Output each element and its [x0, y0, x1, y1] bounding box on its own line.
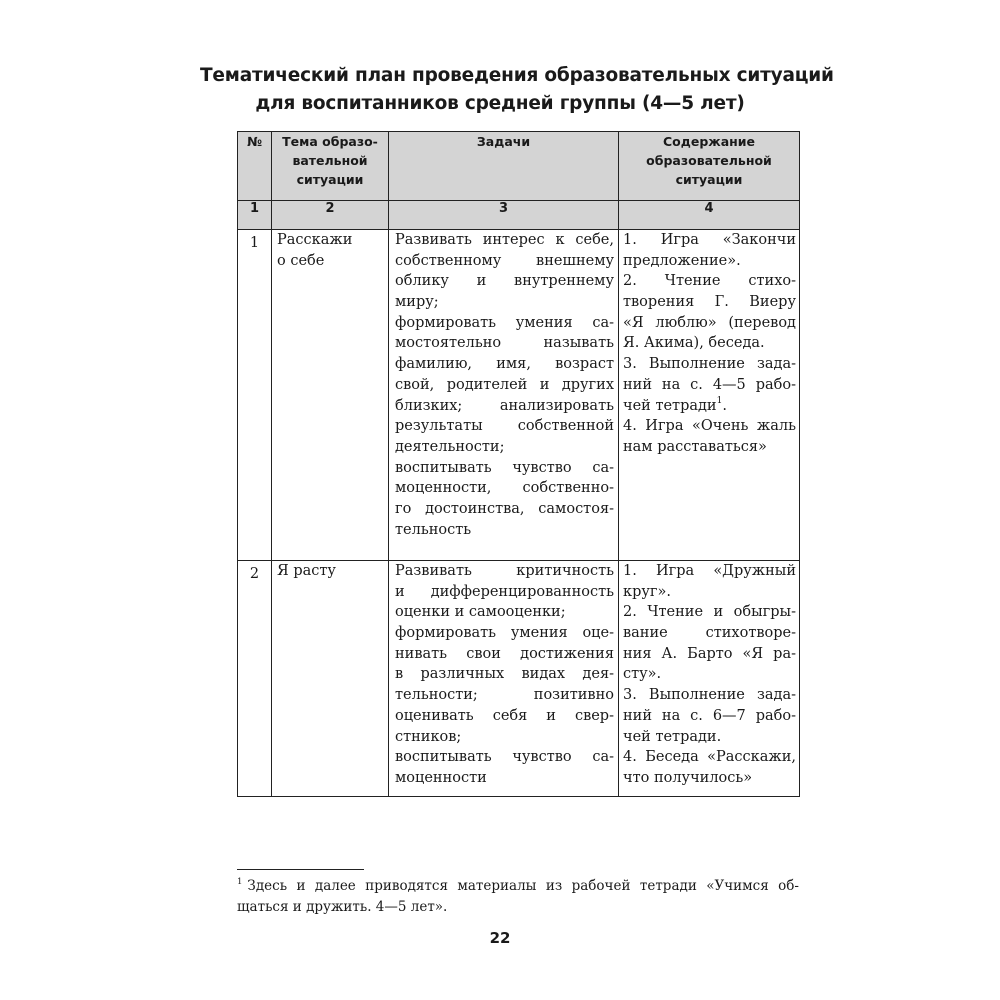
row-theme: Я расту: [272, 561, 389, 797]
footnote: [237, 876, 799, 918]
footnote-line-1: Здесь и далее приводятся материалы из рабочей тетради «Учимся об-: [247, 878, 799, 894]
table-header-row: [238, 132, 800, 201]
column-number-row: [238, 201, 800, 230]
column-number: 4: [619, 201, 800, 230]
footnote-line-2: щаться и дружить. 4—5 лет».: [237, 899, 448, 915]
row-content: 1. Игра «Закончи предложение». 2. Чтение стихо- творения Г. Виеру «Я люблю» (перевод Я. Акима), беседа. 3. Выполнение зада- ний на с. 4—5 рабо- чей тетради$^1$. 4. Игра «Очень жаль нам расставаться»: [619, 230, 800, 561]
row-tasks: Развивать критичность и дифференцированность оценки и самооценки; формировать умения оце- нивать свои достижения в различных видах дея- тельности; позитивно оценивать себя и свер- стников; воспитывать чувство са- моценности: [389, 561, 619, 797]
row-content: 1. Игра «Дружный круг». 2. Чтение и обыгры- вание стихотворе- ния А. Барто «Я ра- сту». 3. Выполнение зада- ний на с. 6—7 рабо- чей тетради. 4. Беседа «Расскажи, что получилось»: [619, 561, 800, 797]
header-num: №: [238, 132, 272, 201]
page-number: 22: [489, 929, 511, 947]
row-number: 1: [238, 230, 272, 561]
document-title: [200, 62, 834, 118]
footnote-divider: [237, 869, 364, 870]
header-content: Содержание образовательной ситуации: [619, 132, 800, 201]
table-row: [238, 230, 800, 561]
row-number: 2: [238, 561, 272, 797]
header-tasks: Задачи: [389, 132, 619, 201]
column-number: 3: [389, 201, 619, 230]
footnote-mark: 1: [237, 877, 243, 887]
title-line-2: для воспитанников средней группы (4—5 лет): [255, 93, 745, 114]
row-tasks: Развивать интерес к себе, собственному внешнему облику и внутреннему миру; формировать умения са- мостоятельно называть фамилию, имя, возраст свой, родителей и других близких; анализировать результаты собственной деятельности; воспитывать чувство са- моценности, собственно- го достоинства, самостоя- тельность: [389, 230, 619, 561]
header-theme: Тема образо- вательной ситуации: [272, 132, 389, 201]
footnote-mark: 1: [716, 395, 723, 406]
column-number: 1: [238, 201, 272, 230]
table-row: [238, 561, 800, 797]
row-theme: Расскажи о себе: [272, 230, 389, 561]
title-line-1: Тематический план проведения образовательных ситуаций: [200, 65, 834, 86]
column-number: 2: [272, 201, 389, 230]
thematic-plan-table: [237, 131, 800, 797]
